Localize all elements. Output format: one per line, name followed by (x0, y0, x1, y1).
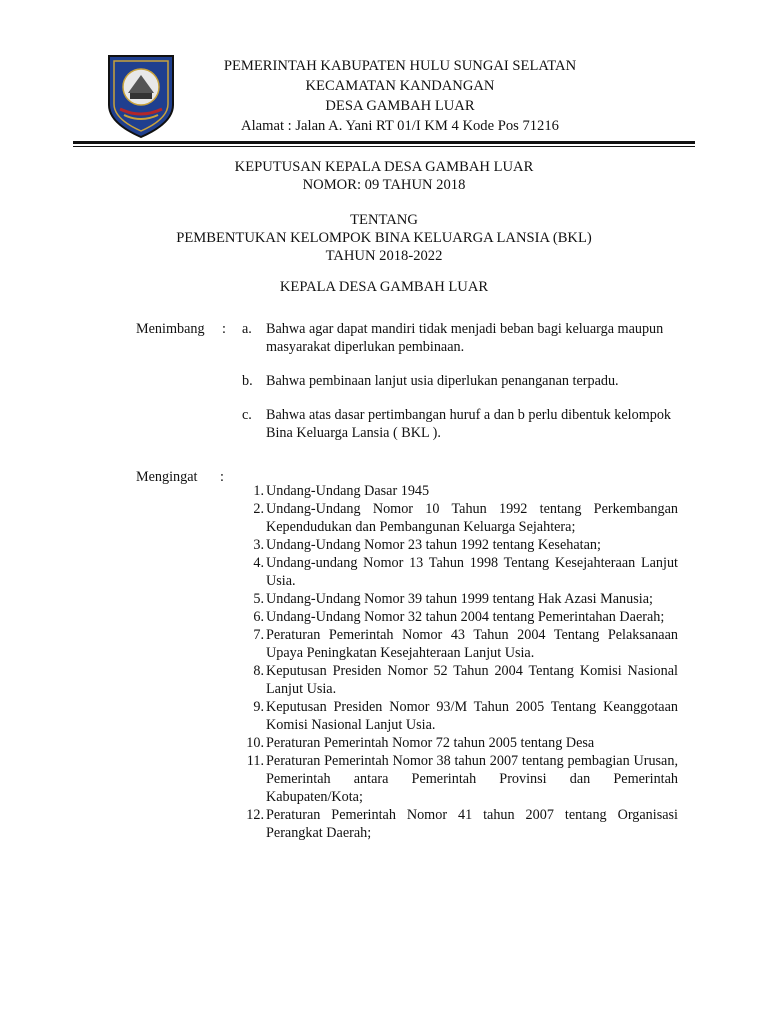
letterhead-district: KECAMATAN KANDANGAN (305, 78, 495, 94)
decree-about: TENTANG (350, 212, 418, 228)
list-item-number: 1. (253, 483, 264, 499)
list-item-number: 10. (246, 735, 264, 751)
letterhead-government: PEMERINTAH KABUPATEN HULU SUNGAI SELATAN (223, 58, 577, 74)
letterhead-divider-thin (73, 146, 695, 147)
list-item-text: Keputusan Presiden Nomor 93/M Tahun 2005 Tentang Keanggotaan Komisi Nasional Lanjut Usia. (266, 699, 678, 733)
letterhead-divider (73, 141, 695, 144)
mengingat-colon: : (220, 469, 224, 485)
menimbang-marker: a. (242, 321, 252, 337)
list-item (240, 482, 678, 500)
list-item (240, 608, 678, 626)
list-item (240, 554, 678, 590)
letterhead (190, 56, 610, 136)
menimbang-text: Bahwa agar dapat mandiri tidak menjadi beban bagi keluarga maupun masyarakat diperlukan pembinaan. (266, 321, 664, 355)
menimbang-label: Menimbang (136, 321, 205, 337)
decree-number: NOMOR: 09 TAHUN 2018 (302, 177, 466, 193)
list-item-text: Peraturan Pemerintah Nomor 38 tahun 2007 tentang pembagian Urusan, Pemerintah antara Pemerintah Provinsi dan Pemerintah Kabupaten/Kota; (266, 753, 678, 805)
list-item (240, 500, 678, 536)
list-item-number: 6. (253, 609, 264, 625)
list-item-number: 5. (253, 591, 264, 607)
list-item-number: 9. (253, 699, 264, 715)
menimbang-marker: b. (242, 373, 253, 389)
list-item-number: 12. (246, 807, 264, 823)
decree-period: TAHUN 2018-2022 (325, 248, 443, 264)
list-item-text: Undang-Undang Nomor 32 tahun 2004 tentang Pemerintahan Daerah; (266, 609, 665, 625)
letterhead-village: DESA GAMBAH LUAR (325, 98, 475, 114)
list-item-text: Peraturan Pemerintah Nomor 43 Tahun 2004 Tentang Pelaksanaan Upaya Peningkatan Kesejahteraan Lanjut Usia. (266, 627, 678, 661)
list-item-number: 3. (253, 537, 264, 553)
list-item-text: Undang-Undang Nomor 23 tahun 1992 tentang Kesehatan; (266, 537, 601, 553)
list-item-text: Undang-Undang Nomor 39 tahun 1999 tentang Hak Azasi Manusia; (266, 591, 653, 607)
list-item-number: 4. (253, 555, 264, 571)
list-item-text: Undang-Undang Dasar 1945 (266, 483, 430, 499)
list-item-text: Keputusan Presiden Nomor 52 Tahun 2004 Tentang Komisi Nasional Lanjut Usia. (266, 663, 678, 697)
list-item-text: Undang-undang Nomor 13 Tahun 1998 Tentang Kesejahteraan Lanjut Usia. (266, 555, 678, 589)
decree-title: KEPUTUSAN KEPALA DESA GAMBAH LUAR (234, 159, 534, 175)
list-item (240, 590, 678, 608)
decree-subject: PEMBENTUKAN KELOMPOK BINA KELUARGA LANSIA (BKL) (176, 230, 592, 246)
menimbang-text: Bahwa atas dasar pertimbangan huruf a dan b perlu dibentuk kelompok Bina Keluarga Lansia ( BKL ). (266, 407, 672, 441)
list-item (240, 662, 678, 698)
list-item (240, 806, 678, 842)
list-item-number: 2. (253, 501, 264, 517)
list-item (240, 626, 678, 662)
list-item-number: 11. (246, 753, 264, 769)
list-item (240, 752, 678, 806)
menimbang-marker: c. (242, 407, 252, 423)
list-item (240, 698, 678, 734)
list-item-text: Peraturan Pemerintah Nomor 72 tahun 2005 tentang Desa (266, 735, 595, 751)
menimbang-text: Bahwa pembinaan lanjut usia diperlukan penanganan terpadu. (266, 373, 619, 389)
list-item-number: 7. (253, 627, 264, 643)
list-item (240, 734, 678, 752)
mengingat-label: Mengingat (136, 469, 198, 485)
list-item-text: Peraturan Pemerintah Nomor 41 tahun 2007 tentang Organisasi Perangkat Daerah; (266, 807, 678, 841)
list-item-text: Undang-Undang Nomor 10 Tahun 1992 tentang Perkembangan Kependudukan dan Pembangunan Keluarga Sejahtera; (266, 501, 678, 535)
list-item (240, 536, 678, 554)
list-item-number: 8. (253, 663, 264, 679)
decree-authority: KEPALA DESA GAMBAH LUAR (279, 279, 489, 295)
letterhead-address: Alamat : Jalan A. Yani RT 01/I KM 4 Kode Pos 71216 (241, 118, 559, 134)
mengingat-list (240, 482, 678, 842)
regency-crest-icon (106, 53, 176, 139)
menimbang-colon: : (222, 321, 226, 337)
